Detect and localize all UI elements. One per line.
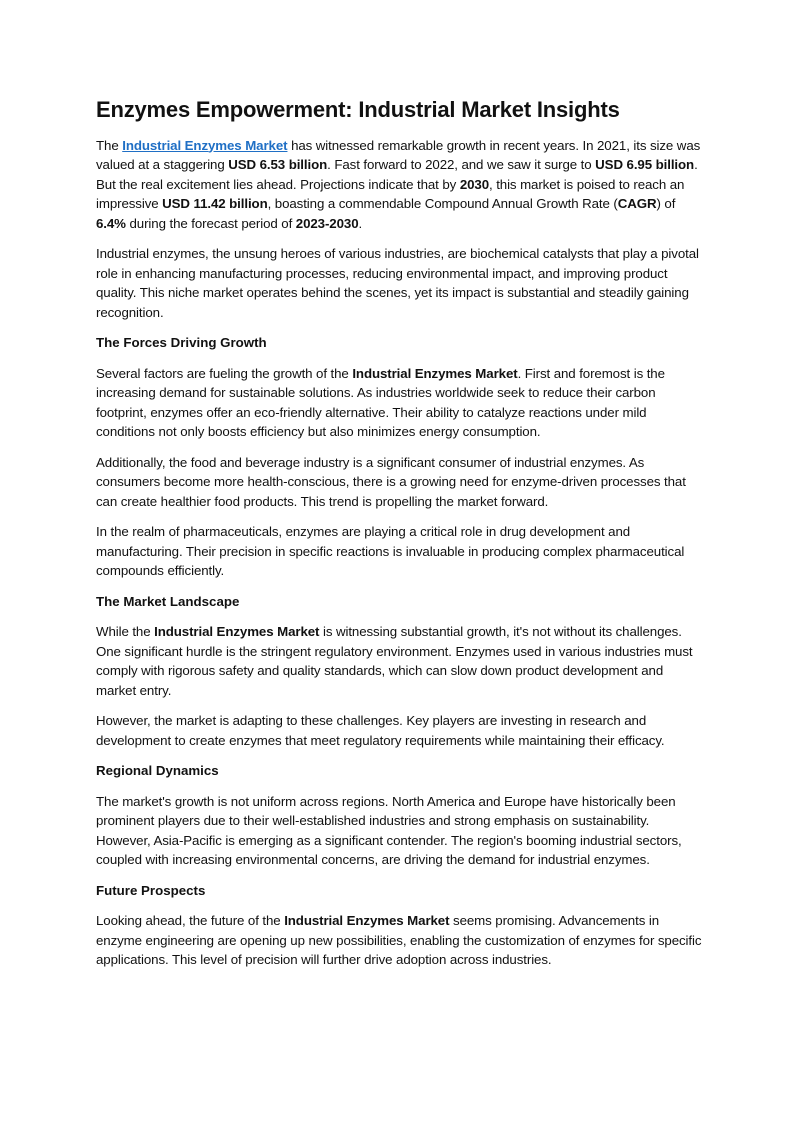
text-run: .: [358, 215, 363, 231]
bold-value: CAGR: [617, 196, 657, 211]
bold-value: USD 6.53 billion: [228, 157, 328, 172]
body-paragraph: However, the market is adapting to these challenges. Key players are investing in research and development to create enzymes that meet regulatory requirements while maintaining their efficacy.: [96, 713, 665, 748]
document-page: [96, 96, 702, 981]
text-run: . Fast forward to 2022, and we saw it surge to: [327, 157, 596, 172]
text-run: has witnessed remarkable growth in recent years. In 2021, its size was valued at a staggering: [96, 137, 701, 172]
bold-value: 6.4%: [96, 215, 126, 231]
text-run: . First and foremost is the increasing demand for sustainable solutions. As industries worldwide seek to reduce their carbon footprint, enzymes offer an eco-friendly alternative. Their ability to catalyze reactions under mild conditions not only boosts efficiency but also minimizes energy consumption.: [96, 365, 665, 439]
body-paragraph: [96, 364, 702, 442]
text-run: , this market is poised to reach an impressive: [96, 176, 685, 211]
page-title: Enzymes Empowerment: Industrial Market Insights: [96, 97, 620, 122]
body-paragraph: Additionally, the food and beverage industry is a significant consumer of industrial enzymes. As consumers become more health-conscious, there is a growing need for enzyme-driven processes that can create healthier food products. This trend is propelling the market forward.: [96, 454, 686, 509]
body-paragraph: Industrial enzymes, the unsung heroes of various industries, are biochemical catalysts that play a pivotal role in enhancing manufacturing processes, reducing environmental impact, and improving product quality. This niche market operates behind the scenes, yet its impact is substantial and steadily gaining recognition.: [96, 246, 699, 320]
body-paragraph: [96, 622, 702, 700]
bold-term: Industrial Enzymes Market: [154, 624, 320, 639]
section-heading-regional: Regional Dynamics: [96, 763, 219, 778]
bold-value: USD 11.42 billion: [162, 196, 268, 211]
text-run: during the forecast period of: [125, 215, 296, 231]
text-run: While the: [96, 624, 155, 639]
section-heading-forces: The Forces Driving Growth: [96, 335, 267, 350]
section-heading-future: Future Prospects: [96, 882, 206, 898]
bold-term: Industrial Enzymes Market: [352, 365, 518, 381]
text-run: seems promising. Advancements in enzyme engineering are opening up new possibilities, enabling the customization of enzymes for specific applications. This level of precision will further drive adoption across industries.: [96, 913, 702, 967]
industrial-enzymes-market-link[interactable]: Industrial Enzymes Market: [122, 137, 288, 153]
body-paragraph: [96, 911, 702, 970]
text-run: Several factors are fueling the growth of the: [96, 365, 353, 381]
text-run: . But the real excitement lies ahead. Projections indicate that by: [96, 157, 698, 192]
text-run: , boasting a commendable Compound Annual Growth Rate (: [267, 196, 618, 211]
body-paragraph: The market's growth is not uniform across regions. North America and Europe have historically been prominent players due to their well-established industries and strong emphasis on sustainability. However, Asia-Pacific is emerging as a significant contender. The region's booming industrial sectors, coupled with increasing environmental concerns, are driving the demand for industrial enzymes.: [96, 793, 682, 867]
bold-value: 2030: [459, 176, 489, 192]
bold-term: Industrial Enzymes Market: [284, 913, 450, 928]
text-run: Looking ahead, the future of the: [96, 913, 285, 928]
text-run: ) of: [656, 196, 676, 211]
body-paragraph: In the realm of pharmaceuticals, enzymes are playing a critical role in drug development and manufacturing. Their precision in specific reactions is invaluable in producing complex pharmaceutical compounds efficiently.: [96, 524, 685, 578]
bold-value: 2023-2030: [295, 215, 359, 231]
text-run: The: [96, 137, 123, 153]
text-run: is witnessing substantial growth, it's not without its challenges. One significant hurdle is the stringent regulatory environment. Enzymes used in various industries must comply with rigorous safety and quality standards, which can slow down product development and market entry.: [96, 624, 693, 698]
section-heading-landscape: The Market Landscape: [96, 593, 240, 609]
bold-value: USD 6.95 billion: [595, 157, 695, 172]
intro-paragraph: [96, 136, 702, 234]
